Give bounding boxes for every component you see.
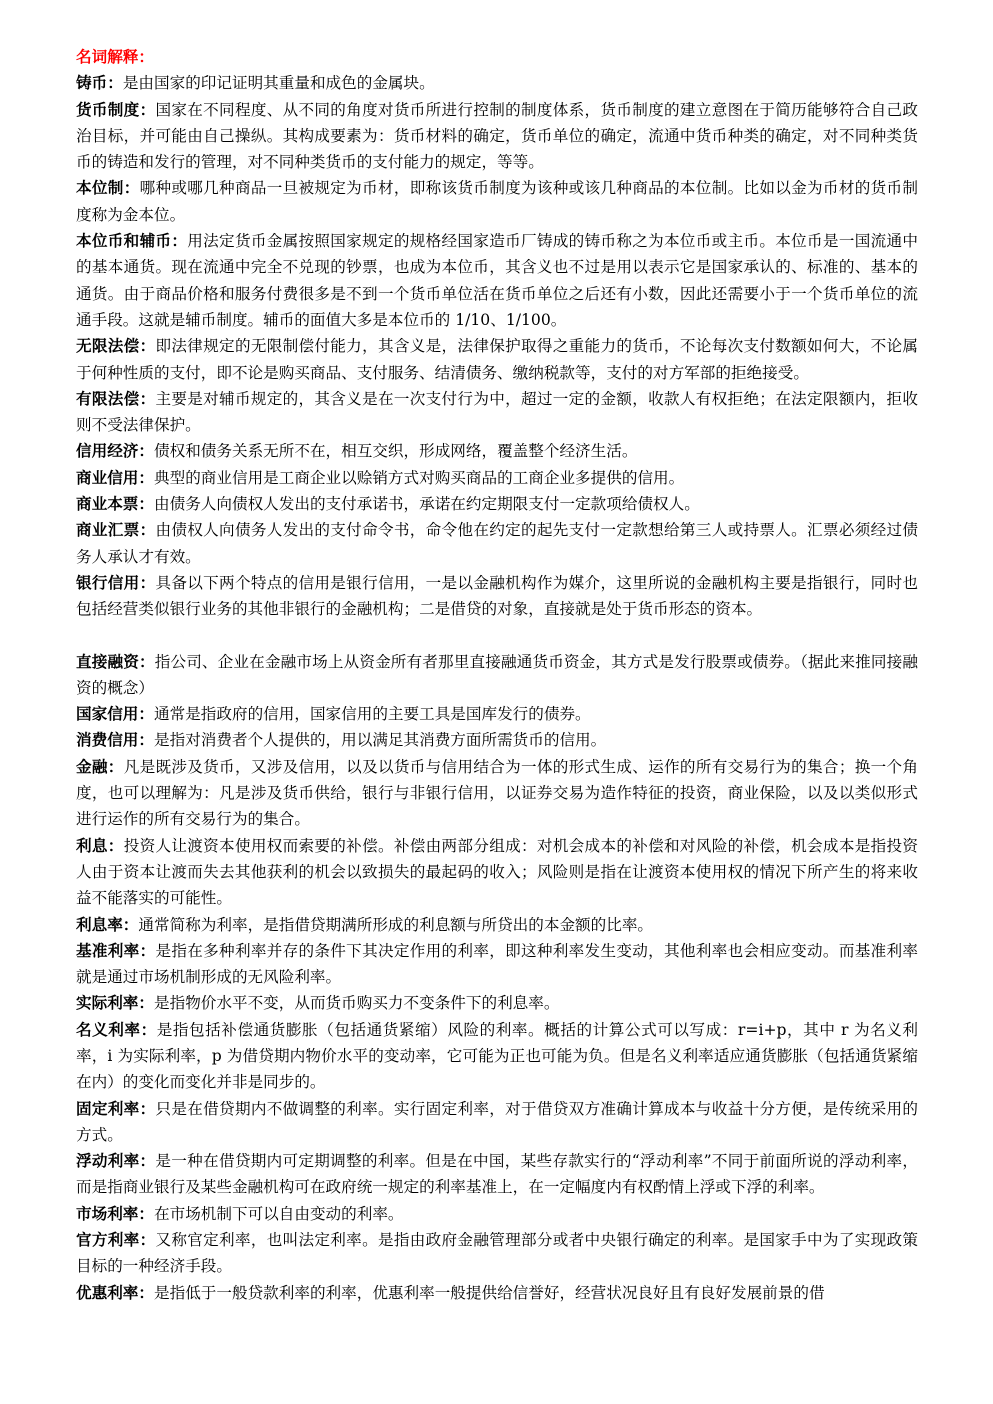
term-definition: 主要是对辅币规定的，其含义是在一次支付行为中，超过一定的金额，收款人有权拒绝；在法定限额内，拒收则不受法律保护。 — [76, 389, 918, 435]
glossary-entry — [76, 97, 918, 176]
term-separator: ： — [139, 99, 156, 119]
term-label: 铸币 — [76, 73, 108, 93]
term-label: 实际利率 — [76, 993, 139, 1013]
term-definition: 又称官定利率，也叫法定利率。是指由政府金融管理部分或者中央银行确定的利率。是国家手中为了实现政策目标的一种经济手段。 — [76, 1231, 918, 1276]
term-label: 本位币和辅币 — [76, 231, 172, 251]
document-page — [76, 44, 918, 1306]
term-separator: ： — [139, 1230, 156, 1250]
term-separator: ： — [139, 1151, 156, 1171]
term-label: 消费信用 — [76, 730, 139, 750]
term-separator: ： — [140, 1019, 157, 1039]
glossary-entry — [76, 833, 918, 912]
term-label: 优惠利率 — [76, 1282, 139, 1302]
term-definition: 是一种在借贷期内可定期调整的利率。但是在中国，某些存款实行的“浮动利率”不同于前面所说的浮动利率，而是指商业银行及某些金融机构可在政府统一规定的利率基准上，在一定幅度内有权酌情上浮或下浮的利率。 — [76, 1152, 918, 1197]
term-definition: 在市场机制下可以自由变动的利率。 — [154, 1204, 404, 1223]
glossary-entry — [76, 1227, 918, 1280]
term-separator: ： — [171, 231, 188, 251]
paragraph-gap — [76, 623, 918, 649]
term-label: 金融 — [76, 756, 108, 776]
term-definition: 是指物价水平不变，从而货币购买力不变条件下的利息率。 — [154, 994, 560, 1013]
term-label: 本位制 — [76, 178, 124, 198]
glossary-entry — [76, 1096, 918, 1149]
glossary-entry — [76, 465, 918, 491]
term-label: 利息 — [76, 835, 108, 855]
term-definition: 债权和债务关系无所不在，相互交织，形成网络，覆盖整个经济生活。 — [154, 442, 638, 461]
term-separator: ： — [139, 336, 156, 356]
term-definition: 凡是既涉及货币，又涉及信用，以及以货币与信用结合为一体的形式生成、运作的所有交易行为的集合；换一个角度，也可以理解为：凡是涉及货币供给，银行与非银行信用，以证券交易为造作特征的投资，商业保险，以及以类似形式进行运作的所有交易行为的集合。 — [76, 757, 918, 829]
term-definition: 哪种或哪几种商品一旦被规定为币材，即称该货币制度为该种或该几种商品的本位制。比如以金为币材的货币制度称为金本位。 — [76, 179, 918, 224]
glossary-entry — [76, 386, 918, 439]
term-separator: ： — [138, 704, 154, 724]
glossary-entry — [76, 517, 918, 570]
term-definition: 用法定货币金属按照国家规定的规格经国家造币厂铸成的铸币称之为本位币或主币。本位币是一国流通中的基本通货。现在流通中完全不兑现的钞票，也成为本位币，其含义也不过是用以表示它是国家承认的、标准的、基本的通货。由于商品价格和服务付费很多是不到一个货币单位活在货币单位之后还有小数，因此还需要小于一个货币单位的流通手段。这就是辅币制度。辅币的面值大多是本位币的 1/10、1/100。 — [76, 232, 918, 329]
glossary-entry — [76, 570, 918, 623]
glossary-entry — [76, 228, 918, 333]
term-label: 利息率 — [76, 914, 123, 934]
term-separator: ： — [138, 993, 154, 1013]
term-label: 浮动利率 — [76, 1151, 140, 1171]
term-definition: 典型的商业信用是工商企业以赊销方式对购买商品的工商企业多提供的信用。 — [154, 468, 685, 487]
glossary-entry — [76, 912, 918, 938]
glossary-entry — [76, 438, 918, 464]
term-label: 有限法偿 — [76, 388, 140, 408]
term-definition: 由债权人向债务人发出的支付命令书，命令他在约定的起先支付一定款想给第三人或持票人。汇票必须经过债务人承认才有效。 — [76, 521, 918, 566]
glossary-entry — [76, 990, 918, 1016]
term-label: 名义利率 — [76, 1019, 141, 1039]
glossary-entry — [76, 701, 918, 727]
glossary-entry — [76, 70, 918, 96]
term-separator: ： — [139, 388, 156, 408]
term-separator: ： — [138, 730, 154, 750]
term-separator: ： — [138, 1282, 154, 1302]
glossary-entry — [76, 1017, 918, 1096]
term-separator: ： — [138, 1203, 154, 1223]
term-definition: 是由国家的印记证明其重量和成色的金属块。 — [122, 74, 435, 93]
term-label: 基准利率 — [76, 940, 140, 960]
term-definition: 是指包括补偿通货膨胀（包括通货紧缩）风险的利率。概括的计算公式可以写成：r=i+p，其中 r 为名义利率，i 为实际利率，p 为借贷期内物价水平的变动率，它可能为正也可能为负。但是名义利率适应通货膨胀（包括通货紧缩在内）的变化而变化并非是同步的。 — [76, 1020, 918, 1092]
term-separator: ： — [139, 1098, 156, 1118]
section-heading: 名词解释： — [76, 47, 154, 66]
term-label: 直接融资 — [76, 651, 139, 671]
term-definition: 指公司、企业在金融市场上从资金所有者那里直接融通货币资金，其方式是发行股票或债券。（据此来推同接融资的概念） — [76, 652, 918, 697]
glossary-entry — [76, 754, 918, 833]
term-label: 固定利率 — [76, 1098, 140, 1118]
term-separator: ： — [139, 572, 156, 592]
term-label: 商业本票 — [76, 494, 139, 514]
term-separator: ： — [122, 914, 139, 934]
term-definition: 通常简称为利率，是指借贷期满所形成的利息额与所贷出的本金额的比率。 — [138, 915, 654, 934]
term-separator: ： — [138, 651, 155, 671]
term-label: 信用经济 — [76, 441, 139, 461]
glossary-entry — [76, 175, 918, 228]
term-label: 无限法偿 — [76, 336, 140, 356]
glossary-entry — [76, 333, 918, 386]
term-label: 市场利率 — [76, 1203, 139, 1223]
term-definition: 具备以下两个特点的信用是银行信用，一是以金融机构作为媒介，这里所说的金融机构主要是指银行，同时也包括经营类似银行业务的其他非银行的金融机构；二是借贷的对象，直接就是处于货币形态的资本。 — [76, 573, 918, 619]
term-separator: ： — [123, 178, 140, 198]
term-label: 商业汇票 — [76, 520, 140, 540]
term-separator: ： — [139, 520, 156, 540]
term-separator: ： — [107, 756, 124, 776]
term-separator: ： — [138, 441, 154, 461]
term-label: 货币制度 — [76, 99, 140, 119]
term-label: 国家信用 — [76, 704, 139, 724]
term-definition: 只是在借贷期内不做调整的利率。实行固定利率，对于借贷双方准确计算成本与收益十分方便，是传统采用的方式。 — [76, 1099, 918, 1144]
term-definition: 通常是指政府的信用，国家信用的主要工具是国库发行的债券。 — [154, 705, 591, 724]
term-separator: ： — [138, 467, 154, 487]
term-definition: 国家在不同程度、从不同的角度对货币所进行控制的制度体系，货币制度的建立意图在于简历能够符合自己政治目标，并可能由自己操纵。其构成要素为：货币材料的确定，货币单位的确定，流通中货币种类的确定，对不同种类货币的铸造和发行的管理，对不同种类货币的支付能力的规定，等等。 — [76, 100, 918, 172]
term-definition: 是指对消费者个人提供的，用以满足其消费方面所需货币的信用。 — [154, 731, 607, 750]
term-label: 商业信用 — [76, 467, 139, 487]
term-definition: 投资人让渡资本使用权而索要的补偿。补偿由两部分组成：对机会成本的补偿和对风险的补偿，机会成本是指投资人由于资本让渡而失去其他获利的机会以致损失的最起码的收入；风险则是指在让渡资本使用权的情况下所产生的将来收益不能落实的可能性。 — [76, 836, 918, 908]
term-label: 官方利率 — [76, 1230, 140, 1250]
term-definition: 是指在多种利率并存的条件下其决定作用的利率，即这种利率发生变动，其他利率也会相应变动。而基准利率就是通过市场机制形成的无风险利率。 — [76, 941, 918, 987]
glossary-entry — [76, 727, 918, 753]
glossary-entry — [76, 1201, 918, 1227]
glossary-entry — [76, 1280, 918, 1306]
glossary-entry — [76, 1148, 918, 1201]
glossary-entry — [76, 938, 918, 991]
term-label: 银行信用 — [76, 572, 140, 592]
term-separator: ： — [138, 494, 154, 514]
term-separator: ： — [107, 73, 123, 93]
glossary-entry — [76, 491, 918, 517]
term-definition: 由债务人向债权人发出的支付承诺书，承诺在约定期限支付一定款项给债权人。 — [154, 495, 700, 514]
term-separator: ： — [139, 940, 156, 960]
term-separator: ： — [107, 835, 124, 855]
term-definition: 即法律规定的无限制偿付能力，其含义是，法律保护取得之重能力的货币，不论每次支付数额如何大，不论属于何种性质的支付，即不论是购买商品、支付服务、结清债务、缴纳税款等，支付的对方军部的拒绝接受。 — [76, 337, 918, 382]
glossary-entry — [76, 649, 918, 702]
term-definition: 是指低于一般贷款利率的利率，优惠利率一般提供给信誉好，经营状况良好且有良好发展前景的借 — [154, 1283, 825, 1302]
glossary-list — [76, 70, 918, 1306]
